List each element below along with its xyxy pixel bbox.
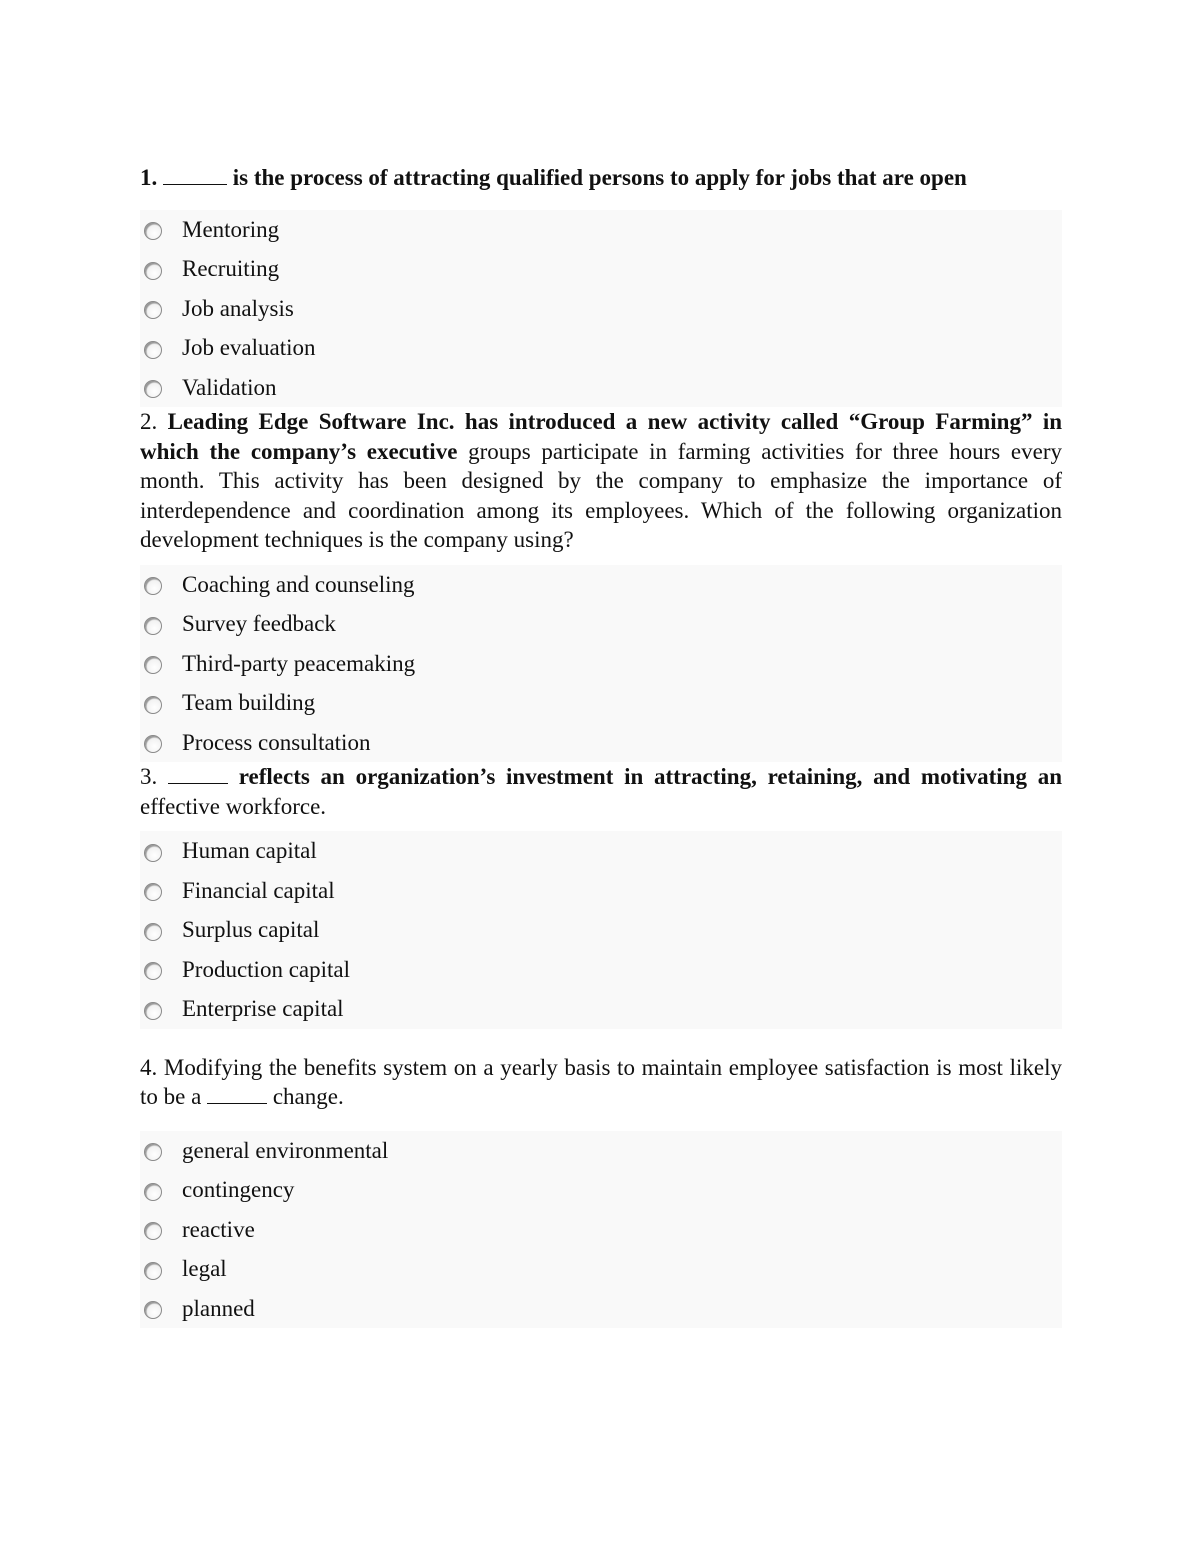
question-4-text: Modifying the benefits system on a yearly basis to maintain employee satisfaction is most likely to be a (140, 1054, 1062, 1109)
option-label: Job analysis (182, 295, 294, 321)
radio-button-icon[interactable] (144, 1222, 162, 1240)
option-label: Production capital (182, 956, 350, 982)
radio-button-icon[interactable] (144, 1183, 162, 1201)
radio-button-icon[interactable] (144, 617, 162, 635)
radio-button-icon[interactable] (144, 1002, 162, 1020)
option-row[interactable] (140, 644, 1062, 684)
radio-button-icon[interactable] (144, 1262, 162, 1280)
option-label: Coaching and counseling (182, 571, 415, 597)
answer-blank (168, 763, 228, 784)
question-4-options (140, 1131, 1062, 1329)
question-2-stem (140, 407, 1062, 555)
radio-button-icon[interactable] (144, 577, 162, 595)
quiz-page (140, 160, 1062, 1328)
question-2-number: 2. (140, 409, 158, 434)
option-label: Team building (182, 690, 316, 716)
option-row[interactable] (140, 723, 1062, 763)
radio-button-icon[interactable] (144, 341, 162, 359)
option-label: Recruiting (182, 256, 280, 282)
option-label: Financial capital (182, 877, 335, 903)
option-label: Process consultation (182, 729, 371, 755)
radio-button-icon[interactable] (144, 262, 162, 280)
option-row[interactable] (140, 871, 1062, 911)
option-label: Validation (182, 374, 277, 400)
radio-button-icon[interactable] (144, 735, 162, 753)
option-row[interactable] (140, 565, 1062, 605)
option-row[interactable] (140, 910, 1062, 950)
answer-blank (207, 1083, 267, 1104)
question-4-number: 4. (140, 1054, 158, 1080)
option-label: contingency (182, 1177, 295, 1203)
option-row[interactable] (140, 328, 1062, 368)
radio-button-icon[interactable] (144, 380, 162, 398)
option-row[interactable] (140, 210, 1062, 250)
question-3-stem (140, 762, 1062, 821)
option-row[interactable] (140, 1131, 1062, 1171)
option-label: Surplus capital (182, 917, 320, 943)
option-row[interactable] (140, 249, 1062, 289)
radio-button-icon[interactable] (144, 923, 162, 941)
option-label: Mentoring (182, 216, 280, 242)
option-row[interactable] (140, 289, 1062, 329)
radio-button-icon[interactable] (144, 696, 162, 714)
question-1-number: 1. (140, 165, 158, 190)
question-2-text: groups participate in farming activities for three hours every month. This activity has been designed by the company to emphasize the importance of interdependence and coordination among its employees. Which of the following organization development techniques is the company using? (140, 438, 1063, 552)
answer-blank (163, 164, 227, 185)
question-1-text: is the process of attracting qualified persons to apply for jobs that are open (227, 165, 967, 190)
option-row[interactable] (140, 950, 1062, 990)
option-row[interactable] (140, 683, 1062, 723)
option-row[interactable] (140, 831, 1062, 871)
radio-button-icon[interactable] (144, 844, 162, 862)
question-1-options (140, 210, 1062, 408)
option-row[interactable] (140, 1210, 1062, 1250)
option-row[interactable] (140, 989, 1062, 1029)
option-row[interactable] (140, 368, 1062, 408)
question-1-stem (140, 163, 1062, 193)
option-label: Job evaluation (182, 335, 316, 361)
radio-button-icon[interactable] (144, 656, 162, 674)
option-label: planned (182, 1295, 255, 1321)
radio-button-icon[interactable] (144, 1143, 162, 1161)
question-2-options (140, 565, 1062, 763)
option-label: Human capital (182, 838, 317, 864)
option-row[interactable] (140, 1289, 1062, 1329)
question-4-stem (140, 1053, 1062, 1112)
option-label: Third-party peacemaking (182, 650, 416, 676)
option-label: Survey feedback (182, 611, 336, 637)
option-label: general environmental (182, 1137, 389, 1163)
question-3-text: effective workforce. (140, 793, 327, 819)
option-row[interactable] (140, 604, 1062, 644)
option-label: reactive (182, 1216, 255, 1242)
question-3-options (140, 831, 1062, 1029)
option-row[interactable] (140, 1249, 1062, 1289)
question-3-number: 3. (140, 764, 158, 789)
question-3-bold-text: reflects an organization’s investment in attracting, retaining, and motivating an (228, 764, 1063, 789)
option-row[interactable] (140, 1170, 1062, 1210)
question-4-text-end: change. (267, 1084, 344, 1109)
radio-button-icon[interactable] (144, 1301, 162, 1319)
option-label: Enterprise capital (182, 996, 344, 1022)
radio-button-icon[interactable] (144, 301, 162, 319)
option-label: legal (182, 1256, 227, 1282)
radio-button-icon[interactable] (144, 883, 162, 901)
radio-button-icon[interactable] (144, 222, 162, 240)
question-2-bold-text: Leading Edge Software Inc. has introduced a new activity called “Group Farming” in which the company’s executive (140, 409, 1062, 464)
radio-button-icon[interactable] (144, 962, 162, 980)
